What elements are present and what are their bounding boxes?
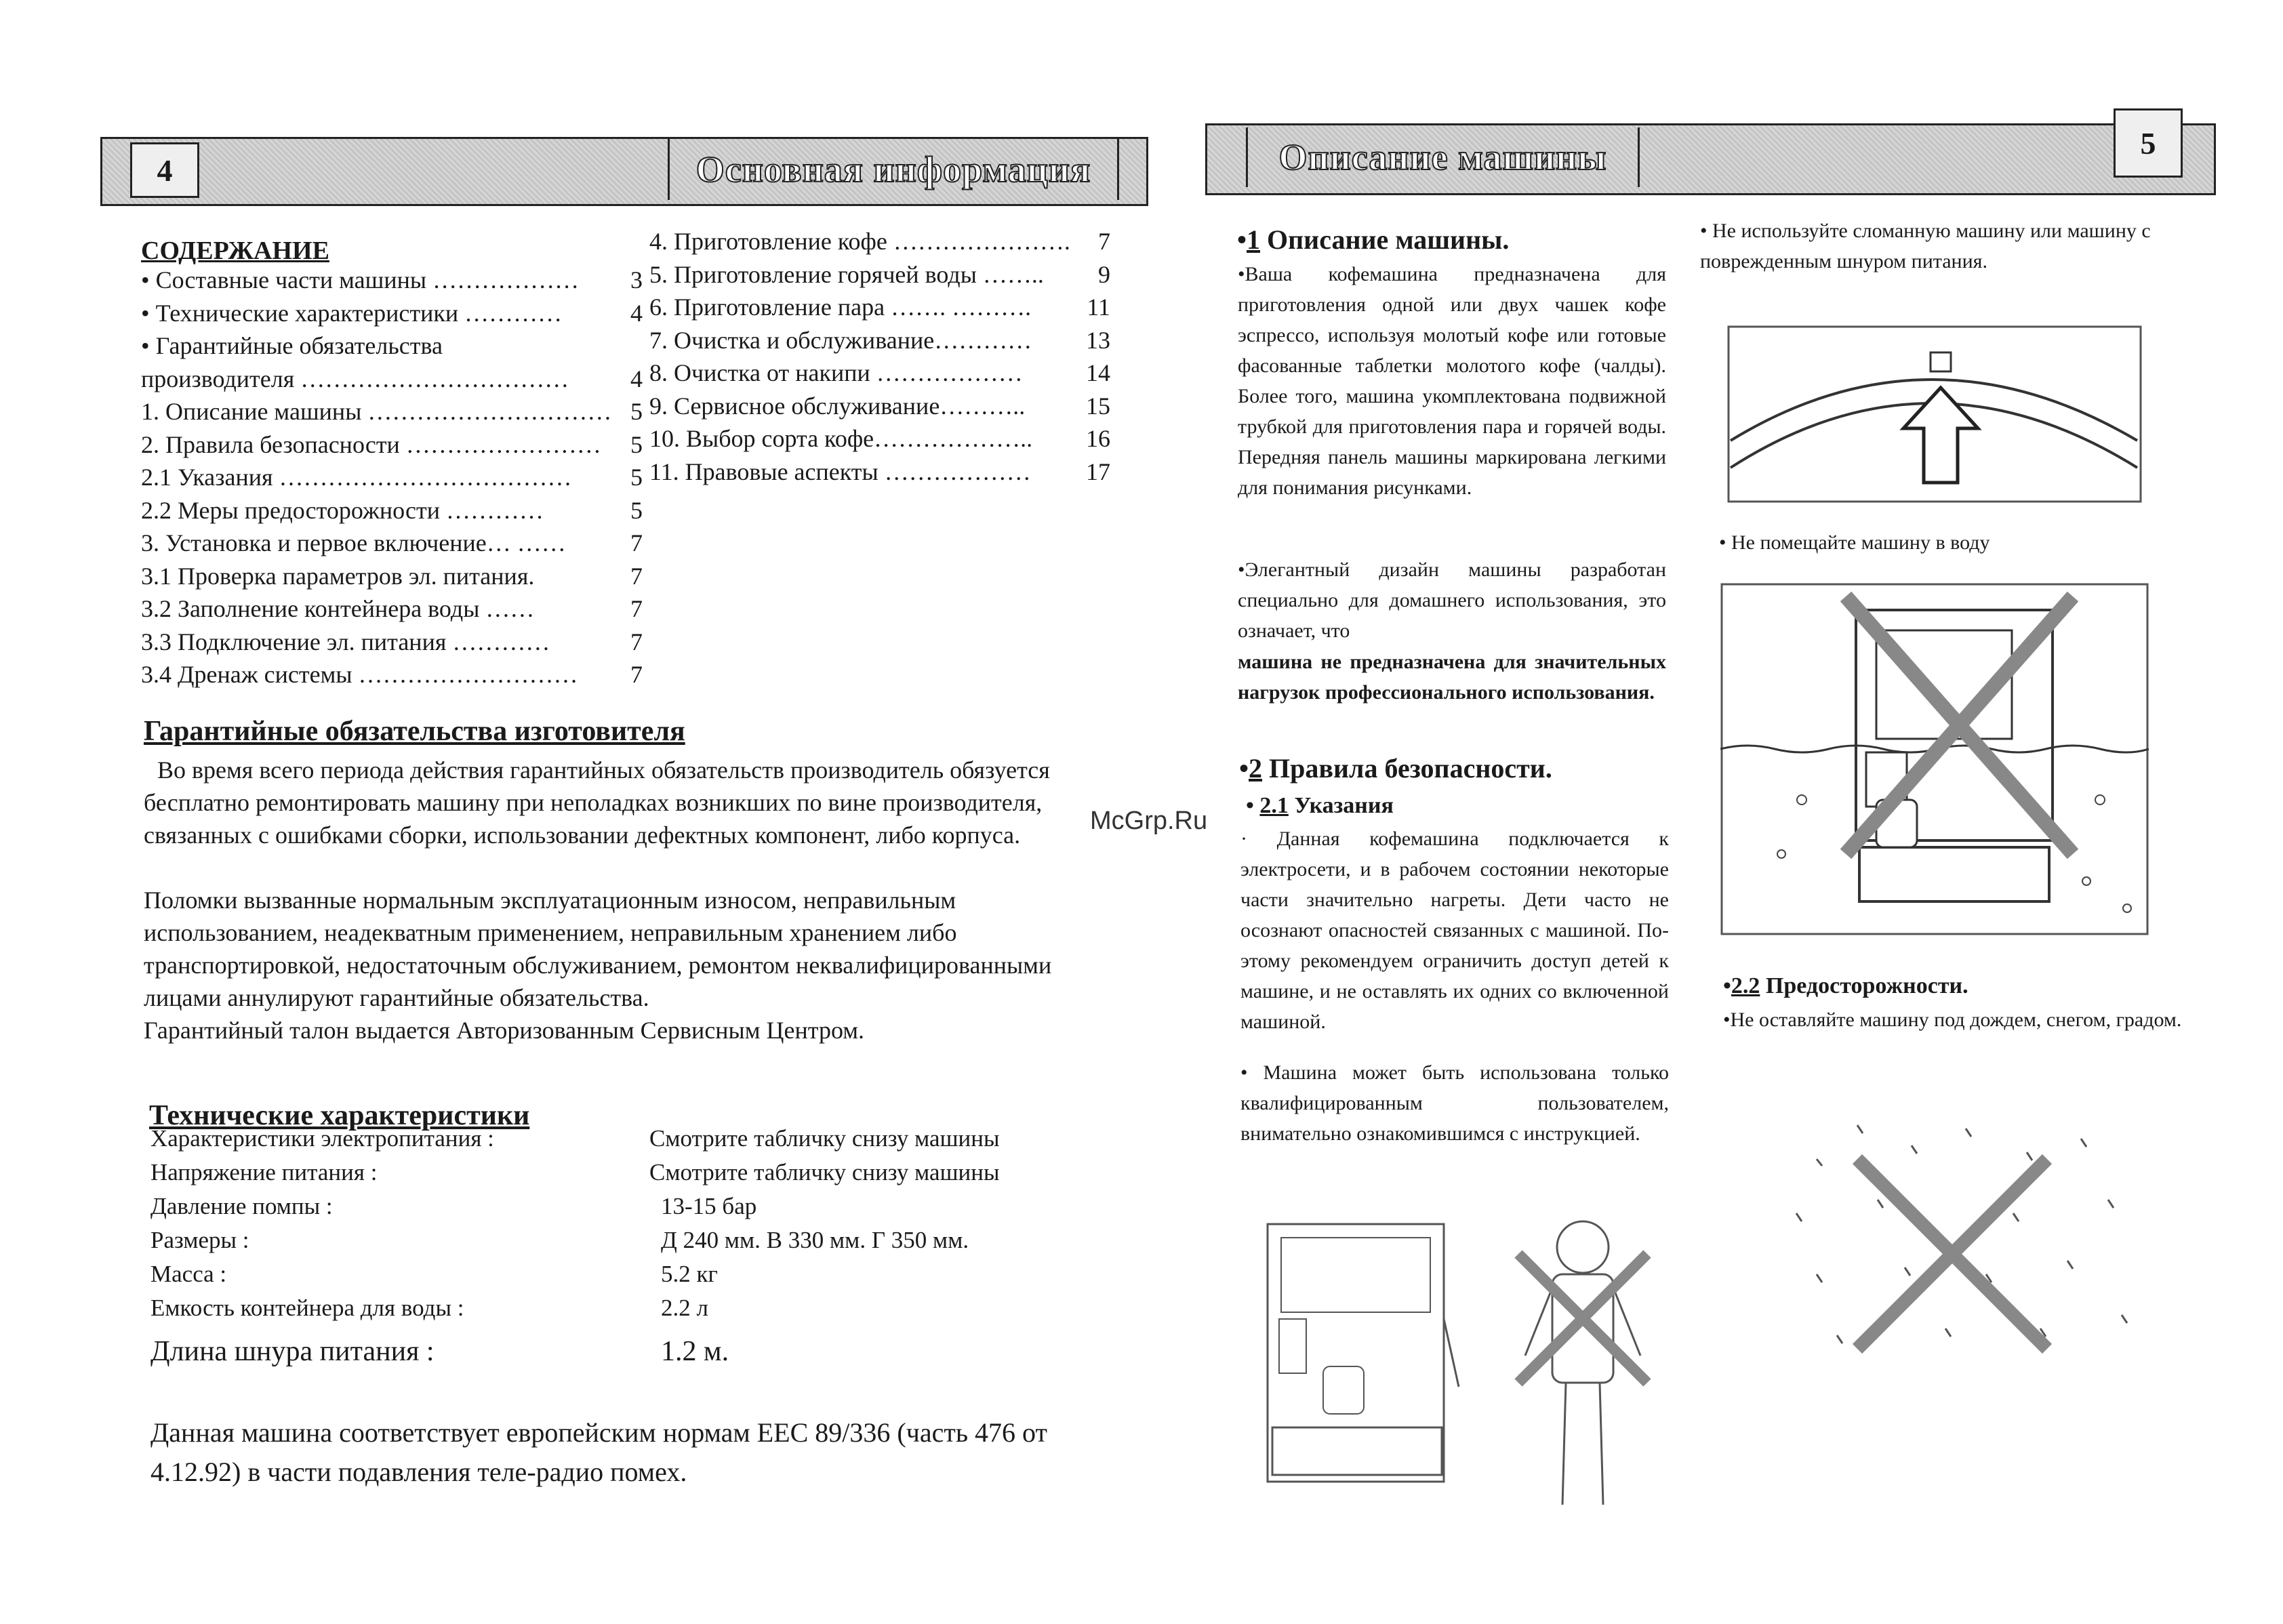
toc-item-label: 10. Выбор сорта кофе………………..: [649, 425, 1033, 452]
note-broken-machine: • Не используйте сломанную машину или машину с поврежденным шнуром питания.: [1700, 220, 2151, 272]
toc-item: [141, 266, 643, 294]
toc-item-label: 3.4 Дренаж системы ………………………: [141, 661, 578, 688]
spec-label: Напряжение питания :: [150, 1159, 378, 1185]
figure-machine-in-water: [1720, 583, 2149, 935]
specs-heading: Технические характеристики: [149, 1100, 530, 1131]
spec-value: Смотрите табличку снизу машины: [649, 1159, 1000, 1185]
warranty-paragraph-3: Гарантийный талон выдается Авторизованным Сервисным Центром.: [144, 1017, 865, 1044]
toc-item-label: производителя ……………………………: [141, 365, 569, 392]
toc-item-label: 11. Правовые аспекты ………………: [649, 458, 1031, 485]
toc-item-page: 7: [630, 562, 643, 590]
toc-item-label: • Гарантийные обязательства: [141, 332, 443, 359]
toc-item-label: 6. Приготовление пара ……. ……….: [649, 293, 1032, 321]
figure-weather-crossed: [1742, 1098, 2156, 1389]
section2-1-heading: • 2.1 Указания: [1246, 793, 1394, 818]
figure-power-cord: [1727, 325, 2142, 503]
section1-paragraph-2b: машина не предназначена для значительных нагрузок профессионального использования.: [1238, 651, 1666, 704]
toc-item-label: 1. Описание машины …………………………: [141, 398, 612, 425]
left-page-number: 4: [130, 142, 199, 198]
toc-item-label: 3.2 Заполнение контейнера воды ……: [141, 595, 535, 622]
right-page-number: 5: [2114, 108, 2183, 178]
spec-label: Длина шнура питания :: [150, 1336, 435, 1367]
toc-item: [141, 365, 643, 393]
section2-heading: •2 Правила безопасности.: [1239, 753, 1552, 784]
toc-item: [649, 293, 1110, 321]
section2-1-title: Указания: [1294, 793, 1394, 818]
toc-item-page: 5: [630, 398, 643, 425]
watermark: McGrp.Ru: [1090, 807, 1208, 835]
spec-label: Масса :: [150, 1261, 227, 1287]
toc-item-page: 7: [630, 595, 643, 622]
toc-item: [141, 463, 643, 491]
toc-item-page: 5: [630, 464, 643, 491]
compliance-text: Данная машина соответствует европейским нормам ЕЕС 89/336 (часть 476 от 4.12.92) в части подавления теле-радио помех.: [150, 1417, 1048, 1487]
warranty-paragraph-1: Во время всего периода действия гарантийных обязательств производитель обязуется бесплатно ремонтировать машину при неполадках возникших по вине производителя, связанных с ошибками сборки, использовании дефектных компонент, либо корпуса.: [144, 756, 1050, 849]
toc-item-label: 4. Приготовление кофе ………………….: [649, 228, 1070, 255]
toc-item-label: 2.2 Меры предосторожности …………: [141, 496, 544, 524]
section1-heading: •1 Описание машины.: [1237, 224, 1510, 255]
spec-label: Характеристики электропитания :: [150, 1125, 494, 1152]
spec-value: 5.2 кг: [661, 1261, 718, 1287]
toc-item-label: 5. Приготовление горячей воды ……..: [649, 260, 1044, 288]
toc-item-page: 4: [630, 365, 643, 392]
toc-item-label: 3.1 Проверка параметров эл. питания.: [141, 562, 535, 590]
toc-item: [649, 392, 1110, 420]
section2-2-title: Предосторожности.: [1765, 973, 1968, 998]
spec-value: 1.2 м.: [661, 1336, 729, 1367]
spec-value: Д 240 мм. В 330 мм. Г 350 мм.: [661, 1227, 969, 1253]
toc-item: [141, 397, 643, 426]
toc-item: [141, 496, 643, 525]
toc-item: [649, 359, 1110, 387]
left-header-title: Основная информация: [668, 139, 1119, 200]
toc-item-page: 14: [1086, 359, 1110, 386]
toc-item-page: 7: [630, 628, 643, 655]
toc-item-page: 16: [1086, 425, 1110, 452]
toc-item-label: • Технические характеристики …………: [141, 299, 563, 327]
toc-item-page: 7: [1098, 228, 1110, 255]
toc-item-page: 4: [630, 299, 643, 327]
figure-espresso-machine: [1255, 1211, 1472, 1499]
toc-item: [141, 430, 643, 459]
toc-item-page: 7: [630, 661, 643, 688]
toc-item: [649, 458, 1110, 486]
toc-item-label: 8. Очистка от накипи ………………: [649, 359, 1023, 386]
spec-value: Смотрите табличку снизу машины: [649, 1125, 1000, 1152]
spec-value: 13-15 бар: [661, 1193, 757, 1219]
section2-paragraph-2: • Машина может быть использована только квалифицированным пользователем, внимательно ознакомившимся с инструкцией.: [1240, 1061, 1669, 1145]
note-weather: •Не оставляйте машину под дождем, снегом, градом.: [1723, 1009, 2182, 1031]
spec-label: Емкость контейнера для воды :: [150, 1295, 464, 1321]
section2-title: Правила безопасности.: [1269, 753, 1552, 784]
toc-item-label: 2. Правила безопасности ……………………: [141, 430, 601, 458]
section2-2-number: 2.2: [1731, 973, 1760, 998]
toc-item-page: 13: [1086, 326, 1110, 354]
section1-paragraph-1: •Ваша кофемашина предназначена для приготовления одной или двух чашек кофе эспрессо, используя молотый кофе или готовые фасованные таблетки молотого кофе (чалды). Более того, машина укомплектована подвижной трубкой для приготовления пара и горячей воды. Передняя панель машины маркирована легкими для понимания рисунками.: [1238, 263, 1666, 499]
toc-item: [141, 299, 643, 327]
section1-paragraph-2a: •Элегантный дизайн машины разработан специально для домашнего использования, это означает, что: [1238, 559, 1666, 642]
toc-item: [649, 227, 1110, 256]
toc-item: [141, 562, 643, 590]
warranty-heading: Гарантийные обязательства изготовителя: [144, 716, 685, 747]
toc-item-page: 5: [630, 430, 643, 458]
toc-item: [649, 326, 1110, 354]
toc-item: [649, 424, 1110, 453]
toc-item-label: 3. Установка и первое включение… ……: [141, 529, 566, 556]
section2-paragraph-1: · Данная кофемашина подключается к электросети, и в рабочем состоянии некоторые части значительно нагреты. Дети часто не осознают опасностей связанных с машиной. По-этому рекомендуем ограничить доступ детей к машине, и не оставлять их одних со включенной машиной.: [1240, 828, 1669, 1033]
warranty-paragraph-2: Поломки вызванные нормальным эксплуатационным износом, неправильным использованием, неадекватным применением, неправильным хранением либо транспортировкой, недостаточным обслуживанием, ремонтом неквалифицированными лицами аннулируют гарантийные обязательства.: [144, 887, 1052, 1011]
section1-number: 1: [1247, 224, 1261, 255]
toc-item-page: 9: [1098, 260, 1110, 288]
toc-item: [141, 628, 643, 656]
note-no-water: • Не помещайте машину в воду: [1719, 531, 1990, 554]
section1-title: Описание машины.: [1267, 224, 1510, 255]
toc-item-label: 2.1 Указания ………………………………: [141, 464, 572, 491]
contents-heading: СОДЕРЖАНИЕ: [141, 237, 329, 265]
section2-2-heading: •2.2 Предосторожности.: [1723, 973, 1968, 998]
toc-item-label: • Составные части машины ………………: [141, 266, 580, 293]
spec-label: Размеры :: [150, 1227, 249, 1253]
toc-item: [141, 594, 643, 623]
spec-label: Давление помпы :: [150, 1193, 333, 1219]
toc-item: [649, 260, 1110, 289]
toc-item-label: 7. Очистка и обслуживание…………: [649, 326, 1032, 354]
toc-item: [141, 529, 643, 557]
toc-item-page: 11: [1087, 293, 1110, 321]
toc-item-page: 15: [1086, 392, 1110, 420]
toc-item: [141, 660, 643, 689]
toc-item: [141, 331, 643, 360]
toc-item-page: 5: [630, 496, 643, 524]
right-header-title: Описание машины: [1246, 127, 1640, 187]
figure-child-crossed: [1498, 1200, 1668, 1539]
toc-item-page: 17: [1086, 458, 1110, 485]
toc-item-page: 3: [630, 266, 643, 293]
toc-item-label: 9. Сервисное обслуживание………..: [649, 392, 1026, 420]
toc-item-label: 3.3 Подключение эл. питания …………: [141, 628, 550, 655]
section2-number: 2: [1249, 753, 1263, 784]
toc-item-page: 7: [630, 529, 643, 556]
section2-1-number: 2.1: [1259, 793, 1289, 818]
spec-value: 2.2 л: [661, 1295, 708, 1321]
